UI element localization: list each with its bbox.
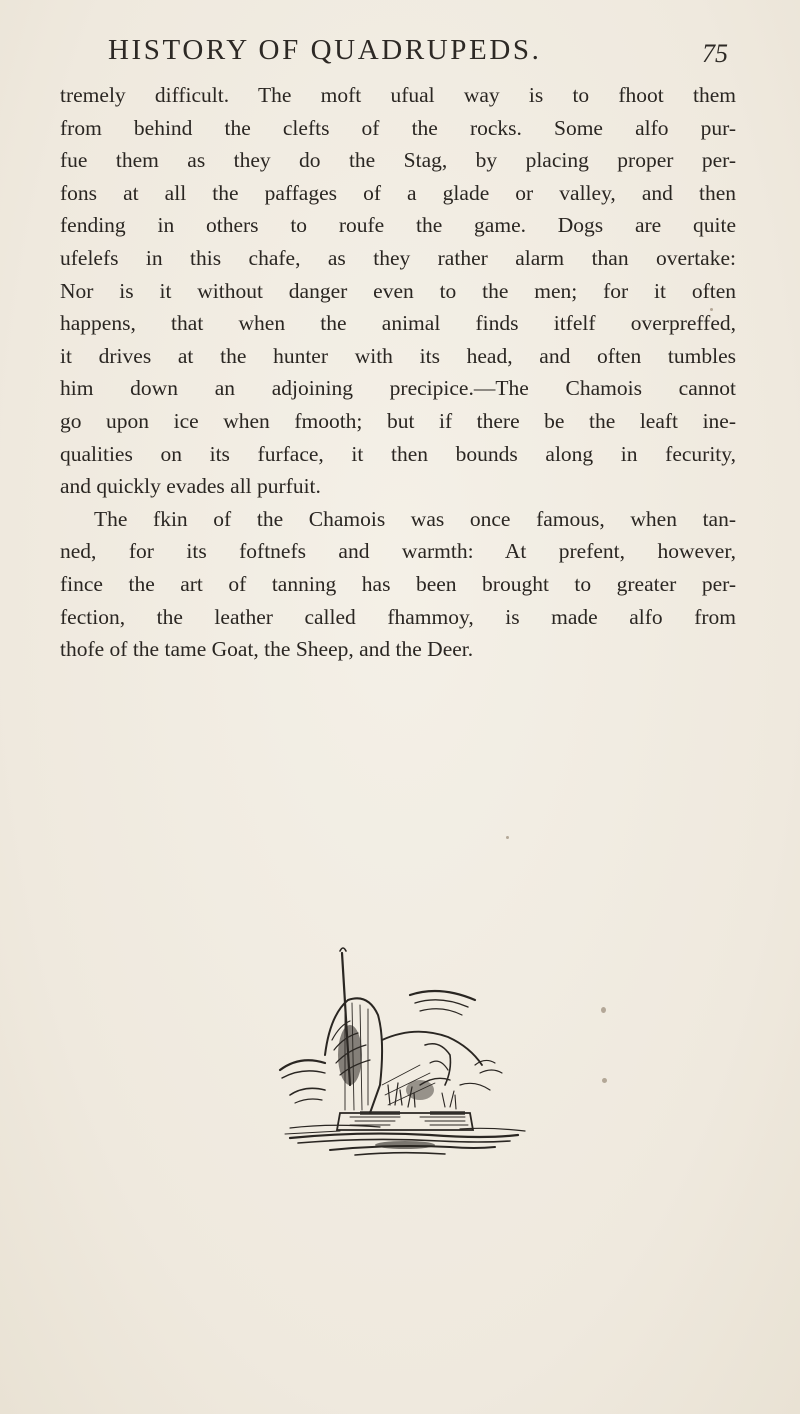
- text-line: go upon ice when fmooth; but if there be the leaft ine-: [60, 408, 736, 433]
- text-line: him down an adjoining precipice.—The Chamois cannot: [60, 376, 736, 401]
- text-line: fending in others to roufe the game. Dogs are quite: [60, 213, 736, 238]
- text-line: and quickly evades all purfuit.: [60, 474, 321, 499]
- text-line: thofe of the tame Goat, the Sheep, and the Deer.: [60, 637, 474, 662]
- page-number: 75: [702, 39, 728, 68]
- text-line: fection, the leather called fhammoy, is made alfo from: [60, 604, 736, 629]
- paper-speck: [601, 1007, 606, 1013]
- paper-speck: [602, 1078, 607, 1083]
- text-line: it drives at the hunter with its head, and often tumbles: [60, 343, 736, 368]
- text-line: happens, that when the animal finds itfelf overpreffed,: [60, 311, 736, 336]
- paper-speck: [506, 836, 509, 839]
- running-title: HISTORY OF QUADRUPEDS.: [108, 34, 542, 66]
- text-line: fince the art of tanning has been brought to greater per-: [60, 571, 736, 596]
- paper-speck: [710, 308, 713, 311]
- text-line: The fkin of the Chamois was once famous, when tan-: [94, 506, 736, 531]
- tailpiece-engraving-icon: [270, 945, 530, 1165]
- text-line: ufelefs in this chafe, as they rather alarm than overtake:: [60, 245, 736, 270]
- text-line: qualities on its furface, it then bounds along in fecurity,: [60, 441, 736, 466]
- text-line: tremely difficult. The moft ufual way is to fhoot them: [60, 83, 736, 107]
- text-line: from behind the clefts of the rocks. Some alfo pur-: [60, 115, 736, 140]
- text-line: ned, for its foftnefs and warmth: At prefent, however,: [60, 539, 736, 564]
- text-line: Nor is it without danger even to the men; for it often: [60, 278, 736, 303]
- text-line: fue them as they do the Stag, by placing proper per-: [60, 148, 736, 173]
- body-text: [60, 79, 736, 666]
- page-header: [108, 30, 728, 70]
- text-line: fons at all the paffages of a glade or valley, and then: [60, 180, 736, 205]
